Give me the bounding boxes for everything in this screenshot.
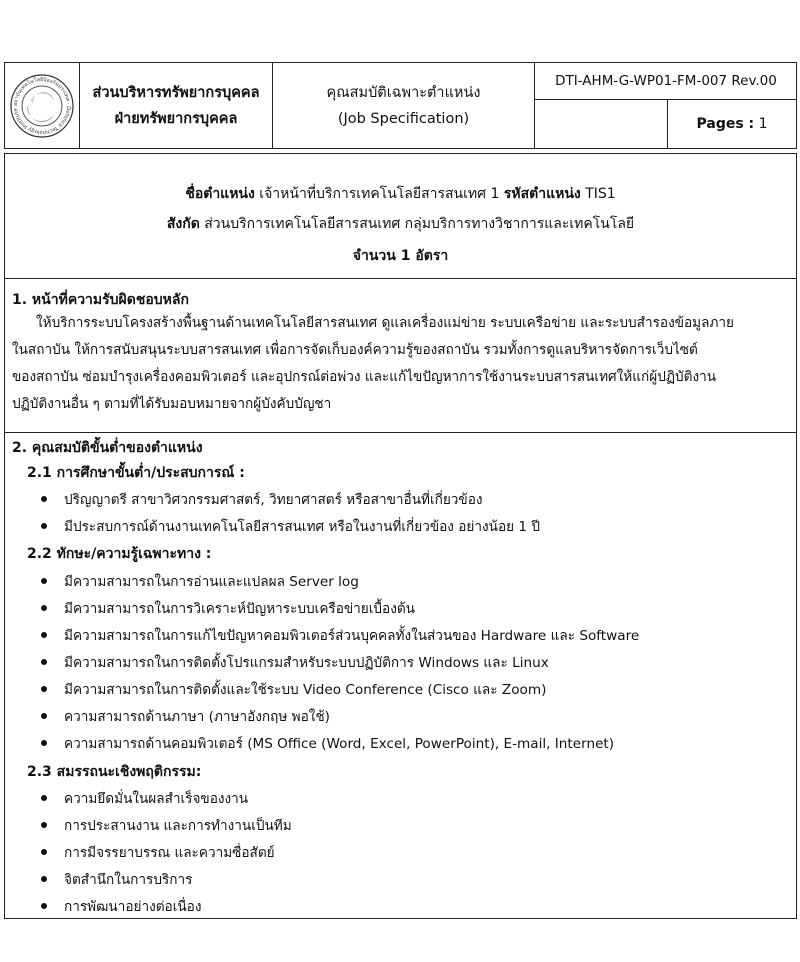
form-title-cell — [273, 63, 535, 148]
subsection-2-1-heading: 2.1 การศึกษาขั้นต่ำ/ประสบการณ์ : — [27, 465, 245, 481]
bullet-icon — [41, 713, 47, 719]
position-title-line — [5, 184, 796, 204]
list-item: ความยึดมั่นในผลสำเร็จของงาน — [41, 789, 248, 809]
paragraph-line: ให้บริการระบบโครงสร้างพื้นฐานด้านเทคโนโลยีสารสนเทศ ดูแลเครื่องแม่ข่าย ระบบเครือข่าย และระบบสำรองข้อมูลภาย — [36, 315, 735, 331]
pages-value: 1 — [758, 115, 768, 132]
doc-info-cell — [535, 63, 797, 148]
paragraph-line: ปฏิบัติงานอื่น ๆ ตามที่ได้รับมอบหมายจากผู้บังคับบัญชา — [12, 396, 332, 412]
department-name: ส่วนบริหารทรัพยากรบุคคล — [92, 84, 260, 101]
responsibilities-paragraph — [12, 310, 790, 418]
list-item: ปริญญาตรี สาขาวิศวกรรมศาสตร์, วิทยาศาสตร์ หรือสาขาอื่นที่เกี่ยวข้อง — [41, 490, 483, 510]
affiliation-value: ส่วนบริการเทคโนโลยีสารสนเทศ กลุ่มบริการทางวิชาการและเทคโนโลยี — [204, 216, 635, 232]
bullet-icon — [41, 496, 47, 502]
paragraph-line: ของสถาบัน ซ่อมบำรุงเครื่องคอมพิวเตอร์ และอุปกรณ์ต่อพ่วง และแก้ไขปัญหาการใช้งานระบบสารสนเทศให้แก่ผู้ปฏิบัติงาน — [12, 369, 717, 385]
list-item: มีความสามารถในการอ่านและแปลผล Server log — [41, 572, 359, 592]
pages-label: Pages : — [696, 115, 755, 132]
affiliation-label: สังกัด — [166, 216, 200, 232]
bullet-icon — [41, 795, 47, 801]
page-count — [667, 99, 797, 148]
bullet-icon — [41, 686, 47, 692]
headcount: จำนวน 1 อัตรา — [352, 248, 449, 264]
section-1-heading: 1. หน้าที่ความรับผิดชอบหลัก — [12, 292, 189, 308]
document-code: DTI-AHM-G-WP01-FM-007 Rev.00 — [535, 63, 797, 100]
bullet-icon — [41, 632, 47, 638]
list-item: มีความสามารถในการวิเคราะห์ปัญหาระบบเครือข่ายเบื้องต้น — [41, 599, 415, 619]
bullet-icon — [41, 903, 47, 909]
institute-logo — [9, 73, 75, 139]
list-item: มีความสามารถในการติดตั้งโปรแกรมสำหรับระบบปฏิบัติการ Windows และ Linux — [41, 653, 549, 673]
list-item: ความสามารถด้านภาษา (ภาษาอังกฤษ พอใช้) — [41, 707, 330, 727]
affiliation-line — [5, 214, 796, 234]
pages-row — [535, 99, 797, 148]
svg-text:สถาบันเทคโนโลยีป้องกันประเทศ ·: สถาบันเทคโนโลยีป้องกันประเทศ · Defence Technology Institute — [12, 76, 72, 135]
bullet-icon — [41, 659, 47, 665]
logo-cell — [5, 63, 80, 148]
section-responsibilities — [5, 278, 796, 433]
bullet-icon — [41, 876, 47, 882]
list-item: มีความสามารถในการแก้ไขปัญหาคอมพิวเตอร์ส่วนบุคคลทั้งในส่วนของ Hardware และ Software — [41, 626, 639, 646]
blank-cell — [535, 99, 668, 148]
list-item: การประสานงาน และการทำงานเป็นทีม — [41, 816, 292, 836]
bullet-icon — [41, 578, 47, 584]
position-title-value: เจ้าหน้าที่บริการเทคโนโลยีสารสนเทศ 1 — [259, 186, 500, 202]
list-item: มีประสบการณ์ด้านงานเทคโนโลยีสารสนเทศ หรือในงานที่เกี่ยวข้อง อย่างน้อย 1 ปี — [41, 517, 540, 537]
bullet-icon — [41, 822, 47, 828]
list-item: จิตสำนึกในการบริการ — [41, 870, 192, 890]
bullet-icon — [41, 605, 47, 611]
list-item: มีความสามารถในการติดตั้งและใช้ระบบ Video Conference (Cisco และ Zoom) — [41, 680, 546, 700]
job-spec-body — [4, 153, 797, 919]
bullet-icon — [41, 740, 47, 746]
position-title-label: ชื่อตำแหน่ง — [185, 186, 255, 202]
bullet-icon — [41, 523, 47, 529]
division-name: ฝ่ายทรัพยากรบุคคล — [114, 110, 238, 127]
department-cell — [80, 63, 273, 148]
document-header — [4, 62, 797, 149]
subsection-2-3-heading: 2.3 สมรรถนะเชิงพฤติกรรม: — [27, 764, 202, 780]
subsection-2-2-heading: 2.2 ทักษะ/ความรู้เฉพาะทาง : — [27, 546, 212, 562]
list-item: การมีจรรยาบรรณ และความซื่อสัตย์ — [41, 843, 275, 863]
form-title-english: (Job Specification) — [337, 110, 470, 127]
position-code-label: รหัสตำแหน่ง — [503, 186, 581, 202]
position-block — [5, 154, 796, 279]
bullet-icon — [41, 849, 47, 855]
paragraph-line: ในสถาบัน ให้การสนับสนุนระบบสารสนเทศ เพื่อการจัดเก็บองค์ความรู้ของสถาบัน รวมทั้งการดูแลบริหารจัดการเว็บไซต์ — [12, 342, 698, 358]
form-title-thai: คุณสมบัติเฉพาะตำแหน่ง — [326, 84, 481, 101]
list-item: ความสามารถด้านคอมพิวเตอร์ (MS Office (Word, Excel, PowerPoint), E-mail, Internet) — [41, 734, 614, 754]
list-item: การพัฒนาอย่างต่อเนื่อง — [41, 897, 201, 917]
position-code-value: TIS1 — [585, 186, 616, 202]
section-2-heading: 2. คุณสมบัติขั้นต่ำของตำแหน่ง — [12, 440, 203, 456]
